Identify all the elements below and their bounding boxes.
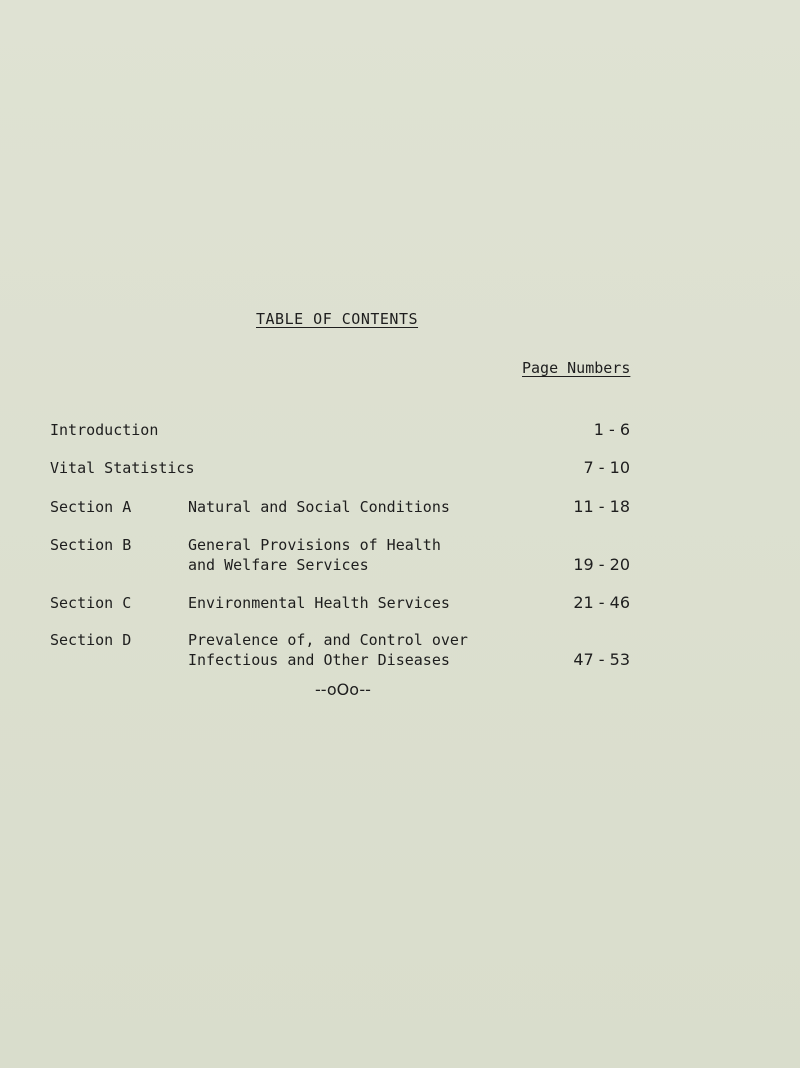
toc-entry-label: Section C	[50, 594, 132, 612]
toc-entry-section-c	[0, 594, 800, 634]
toc-entry-pages: 19 - 20	[573, 555, 630, 574]
page-title: TABLE OF CONTENTS	[256, 310, 419, 328]
toc-entry-description-line1: Prevalence of, and Control over	[188, 631, 468, 649]
toc-entry-section-d	[0, 631, 800, 691]
toc-entry-label: Section D	[50, 631, 132, 649]
toc-entry-description-line1: General Provisions of Health	[188, 536, 441, 554]
toc-entry-pages: 11 - 18	[573, 497, 630, 516]
toc-entry-label: Vital Statistics	[50, 459, 195, 477]
toc-entry-vital-statistics	[0, 459, 800, 499]
footer-ornament: --oOo--	[315, 680, 371, 699]
toc-entry-description-line2: and Welfare Services	[188, 556, 369, 574]
toc-entry-pages: 1 - 6	[593, 420, 630, 439]
toc-entry-description-line2: Infectious and Other Diseases	[188, 651, 450, 669]
toc-entry-description: Natural and Social Conditions	[188, 498, 450, 516]
toc-entry-section-a	[0, 498, 800, 538]
toc-entry-label: Introduction	[50, 421, 159, 439]
toc-entry-pages: 21 - 46	[573, 593, 630, 612]
page-numbers-header: Page Numbers	[522, 359, 631, 377]
toc-entry-label: Section B	[50, 536, 132, 554]
toc-entry-section-b	[0, 536, 800, 596]
toc-entry-description: Environmental Health Services	[188, 594, 450, 612]
toc-entry-label: Section A	[50, 498, 132, 516]
toc-entry-pages: 47 - 53	[573, 650, 630, 669]
toc-entry-introduction	[0, 421, 800, 461]
toc-entry-pages: 7 - 10	[583, 458, 630, 477]
